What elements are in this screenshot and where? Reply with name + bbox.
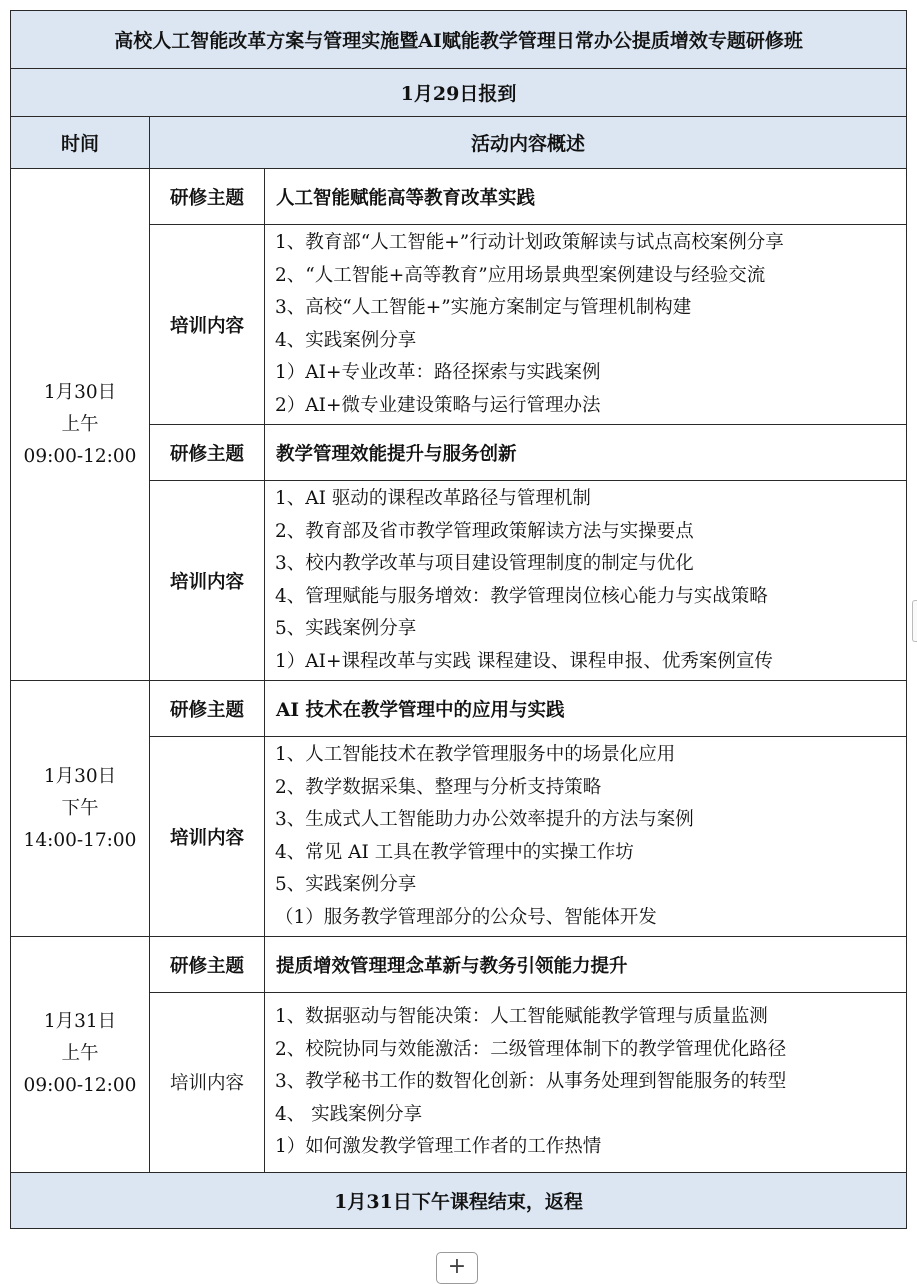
content-item: 5、实践案例分享 <box>275 618 417 639</box>
closing-row: 1月31日下午课程结束，返程 <box>11 1172 907 1228</box>
content-item: 3、高校“人工智能+”实施方案制定与管理机制构建 <box>275 297 692 318</box>
content-item: 4、常见 AI 工具在教学管理中的实操工作坊 <box>275 841 634 863</box>
session-date: 1月30日 <box>43 765 117 787</box>
session-time-cell <box>11 169 150 681</box>
content-item: （1）服务教学管理部分的公众号、智能体开发 <box>275 906 657 928</box>
topic-label: 研修主题 <box>150 425 265 481</box>
content-item: 4、管理赋能与服务增效：教学管理岗位核心能力与实战策略 <box>275 585 768 607</box>
session-date: 1月31日 <box>43 1011 117 1033</box>
content-item: 1）如何激发教学管理工作者的工作热情 <box>275 1136 602 1157</box>
session-hours: 09:00-12:00 <box>23 445 137 467</box>
content-item: 1、数据驱动与智能决策：人工智能赋能教学管理与质量监测 <box>275 1006 768 1027</box>
content-item: 2、教学数据采集、整理与分析支持策略 <box>275 776 602 798</box>
session-period: 上午 <box>61 413 99 435</box>
session-time-cell <box>11 681 150 937</box>
content-item: 1）AI+课程改革与实践 课程建设、课程申报、优秀案例宣传 <box>275 650 773 672</box>
content-label: 培训内容 <box>150 993 265 1173</box>
side-scroll-handle[interactable] <box>912 600 917 642</box>
session-period: 下午 <box>61 797 99 819</box>
content-item: 1、人工智能技术在教学管理服务中的场景化应用 <box>275 744 676 765</box>
registration-row: 1月29日报到 <box>11 69 907 117</box>
content-item: 2）AI+微专业建设策略与运行管理办法 <box>275 394 601 416</box>
schedule-table <box>10 10 907 1229</box>
content-item: 1、AI 驱动的课程改革路径与管理机制 <box>275 488 591 509</box>
content-item: 3、校内教学改革与项目建设管理制度的制定与优化 <box>275 553 694 574</box>
content-item: 4、 实践案例分享 <box>275 1103 423 1125</box>
session-date: 1月30日 <box>43 381 117 403</box>
content-item: 5、实践案例分享 <box>275 874 417 895</box>
content-list <box>265 481 907 681</box>
session-hours: 14:00-17:00 <box>23 829 137 851</box>
content-label: 培训内容 <box>150 737 265 937</box>
header-activity: 活动内容概述 <box>150 117 907 169</box>
topic-title: 提质增效管理理念革新与教务引领能力提升 <box>265 937 907 993</box>
content-list <box>265 737 907 937</box>
content-item: 3、生成式人工智能助力办公效率提升的方法与案例 <box>275 809 694 830</box>
topic-label: 研修主题 <box>150 937 265 993</box>
content-label: 培训内容 <box>150 225 265 425</box>
content-item: 2、校院协同与效能激活：二级管理体制下的教学管理优化路径 <box>275 1038 787 1060</box>
content-item: 3、教学秘书工作的数智化创新：从事务处理到智能服务的转型 <box>275 1071 787 1092</box>
content-item: 2、教育部及省市教学管理政策解读方法与实操要点 <box>275 520 694 542</box>
topic-label: 研修主题 <box>150 169 265 225</box>
content-list <box>265 993 907 1173</box>
header-time: 时间 <box>11 117 150 169</box>
topic-title: 人工智能赋能高等教育改革实践 <box>265 169 907 225</box>
content-item: 1）AI+专业改革：路径探索与实践案例 <box>275 362 601 383</box>
topic-title: 教学管理效能提升与服务创新 <box>265 425 907 481</box>
content-item: 2、“人工智能+高等教育”应用场景典型案例建设与经验交流 <box>275 264 766 286</box>
content-item: 4、实践案例分享 <box>275 329 417 351</box>
content-list <box>265 225 907 425</box>
session-hours: 09:00-12:00 <box>23 1075 137 1097</box>
content-label: 培训内容 <box>150 481 265 681</box>
session-period: 上午 <box>61 1043 99 1065</box>
add-button[interactable]: + <box>436 1252 478 1284</box>
schedule-title: 高校人工智能改革方案与管理实施暨AI赋能教学管理日常办公提质增效专题研修班 <box>11 11 907 69</box>
content-item: 1、教育部“人工智能+”行动计划政策解读与试点高校案例分享 <box>275 232 784 253</box>
topic-label: 研修主题 <box>150 681 265 737</box>
session-time-cell <box>11 937 150 1173</box>
topic-title: AI 技术在教学管理中的应用与实践 <box>265 681 907 737</box>
